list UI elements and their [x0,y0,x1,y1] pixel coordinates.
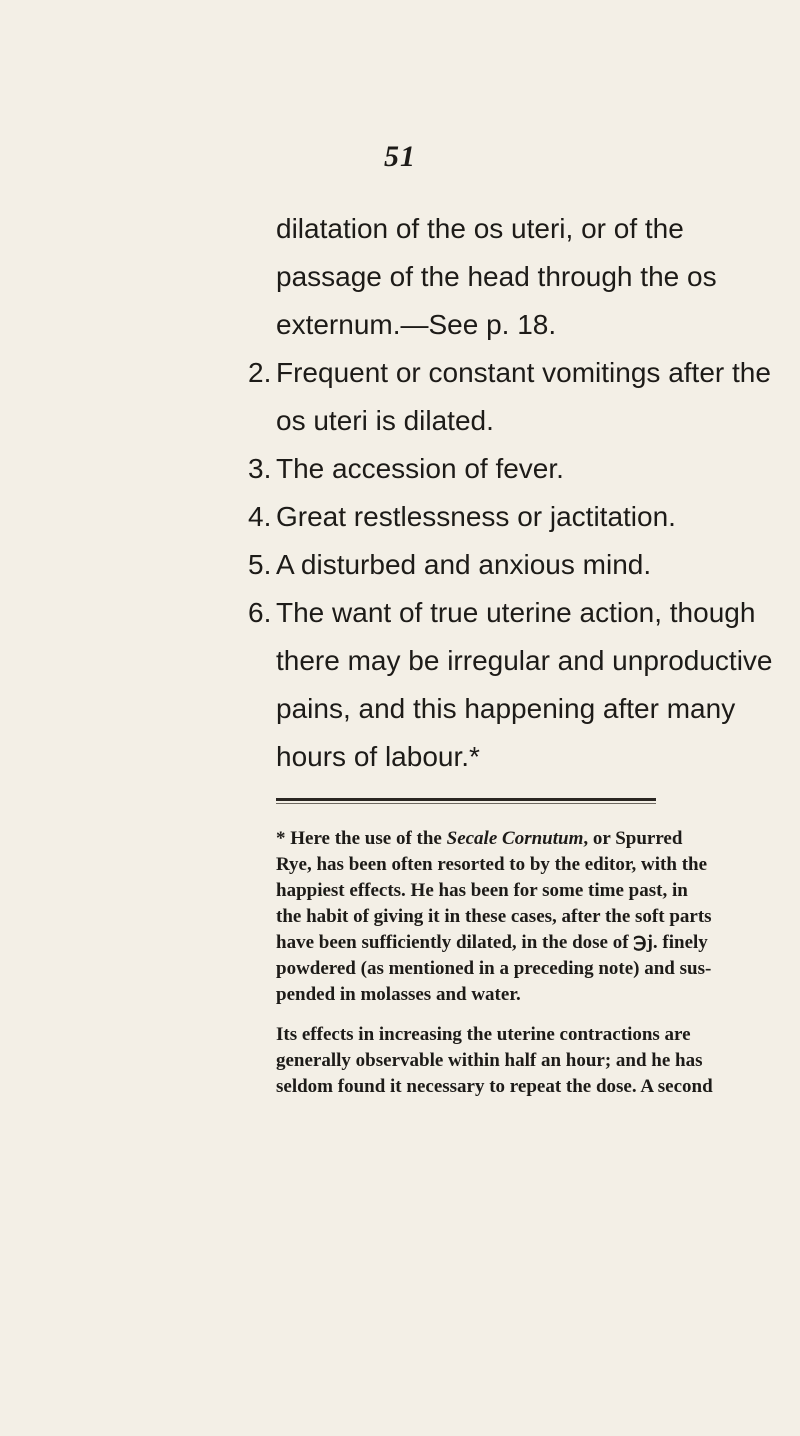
footnote-line: pended in molasses and water. [276,984,521,1005]
main-text [248,205,773,781]
list-number: 4. [248,501,272,532]
footnote-line: generally observable within half an hour; and he has [276,1050,703,1071]
text-line: dilatation of the os uteri, or of the [276,213,684,244]
footnote-lead: * Here the use of the [276,828,447,849]
footnote-line: seldom found it necessary to repeat the dose. A second [276,1076,713,1097]
list-item-5 [248,541,654,589]
page-number: 51 [384,140,416,173]
list-number: 6. [248,597,272,628]
footnote-line: Its effects in increasing the uterine contractions are [276,1024,691,1045]
list-item-text: Great restlessness or jactitation. [276,501,676,532]
text-line: pains, and this happening after many [276,693,736,724]
list-item-text: A disturbed and anxious mind. [276,549,652,580]
text-line: os uteri is dilated. [276,405,494,436]
footnote-italic: Secale Cornutum [446,828,584,849]
list-item-2 [248,349,771,397]
list-number: 2. [248,357,272,388]
footnote-divider-thin [276,803,656,804]
list-item-3 [248,445,654,493]
list-number: 3. [248,453,272,484]
footnote-line: powdered (as mentioned in a preceding note) and sus- [276,958,712,979]
text-line: externum.—See p. 18. [276,309,557,340]
footnote-line: the habit of giving it in these cases, after the soft parts [276,906,712,927]
footnote-divider [276,798,656,801]
text-line: hours of labour.* [276,741,480,772]
paragraph-gap [276,1008,656,1022]
footnote-line: have been sufficiently dilated, in the dose of ℈j. finely [276,932,708,953]
list-item-text: Frequent or constant vomitings after the [276,357,771,388]
footnote-line: happiest effects. He has been for some time past, in [276,880,688,901]
list-item-6 [248,589,756,637]
footnote-line [276,826,683,852]
list-item-text: The accession of fever. [276,453,564,484]
footnote-line: Rye, has been often resorted to by the editor, with the [276,854,708,875]
footnote-rest: , or Spurred [583,828,683,849]
text-line: there may be irregular and unproductive [276,645,773,676]
list-number: 5. [248,549,272,580]
list-item-4 [248,493,676,541]
footnote [276,826,713,1100]
list-item-text: The want of true uterine action, though [276,597,756,628]
text-line: passage of the head through the os [276,261,717,292]
